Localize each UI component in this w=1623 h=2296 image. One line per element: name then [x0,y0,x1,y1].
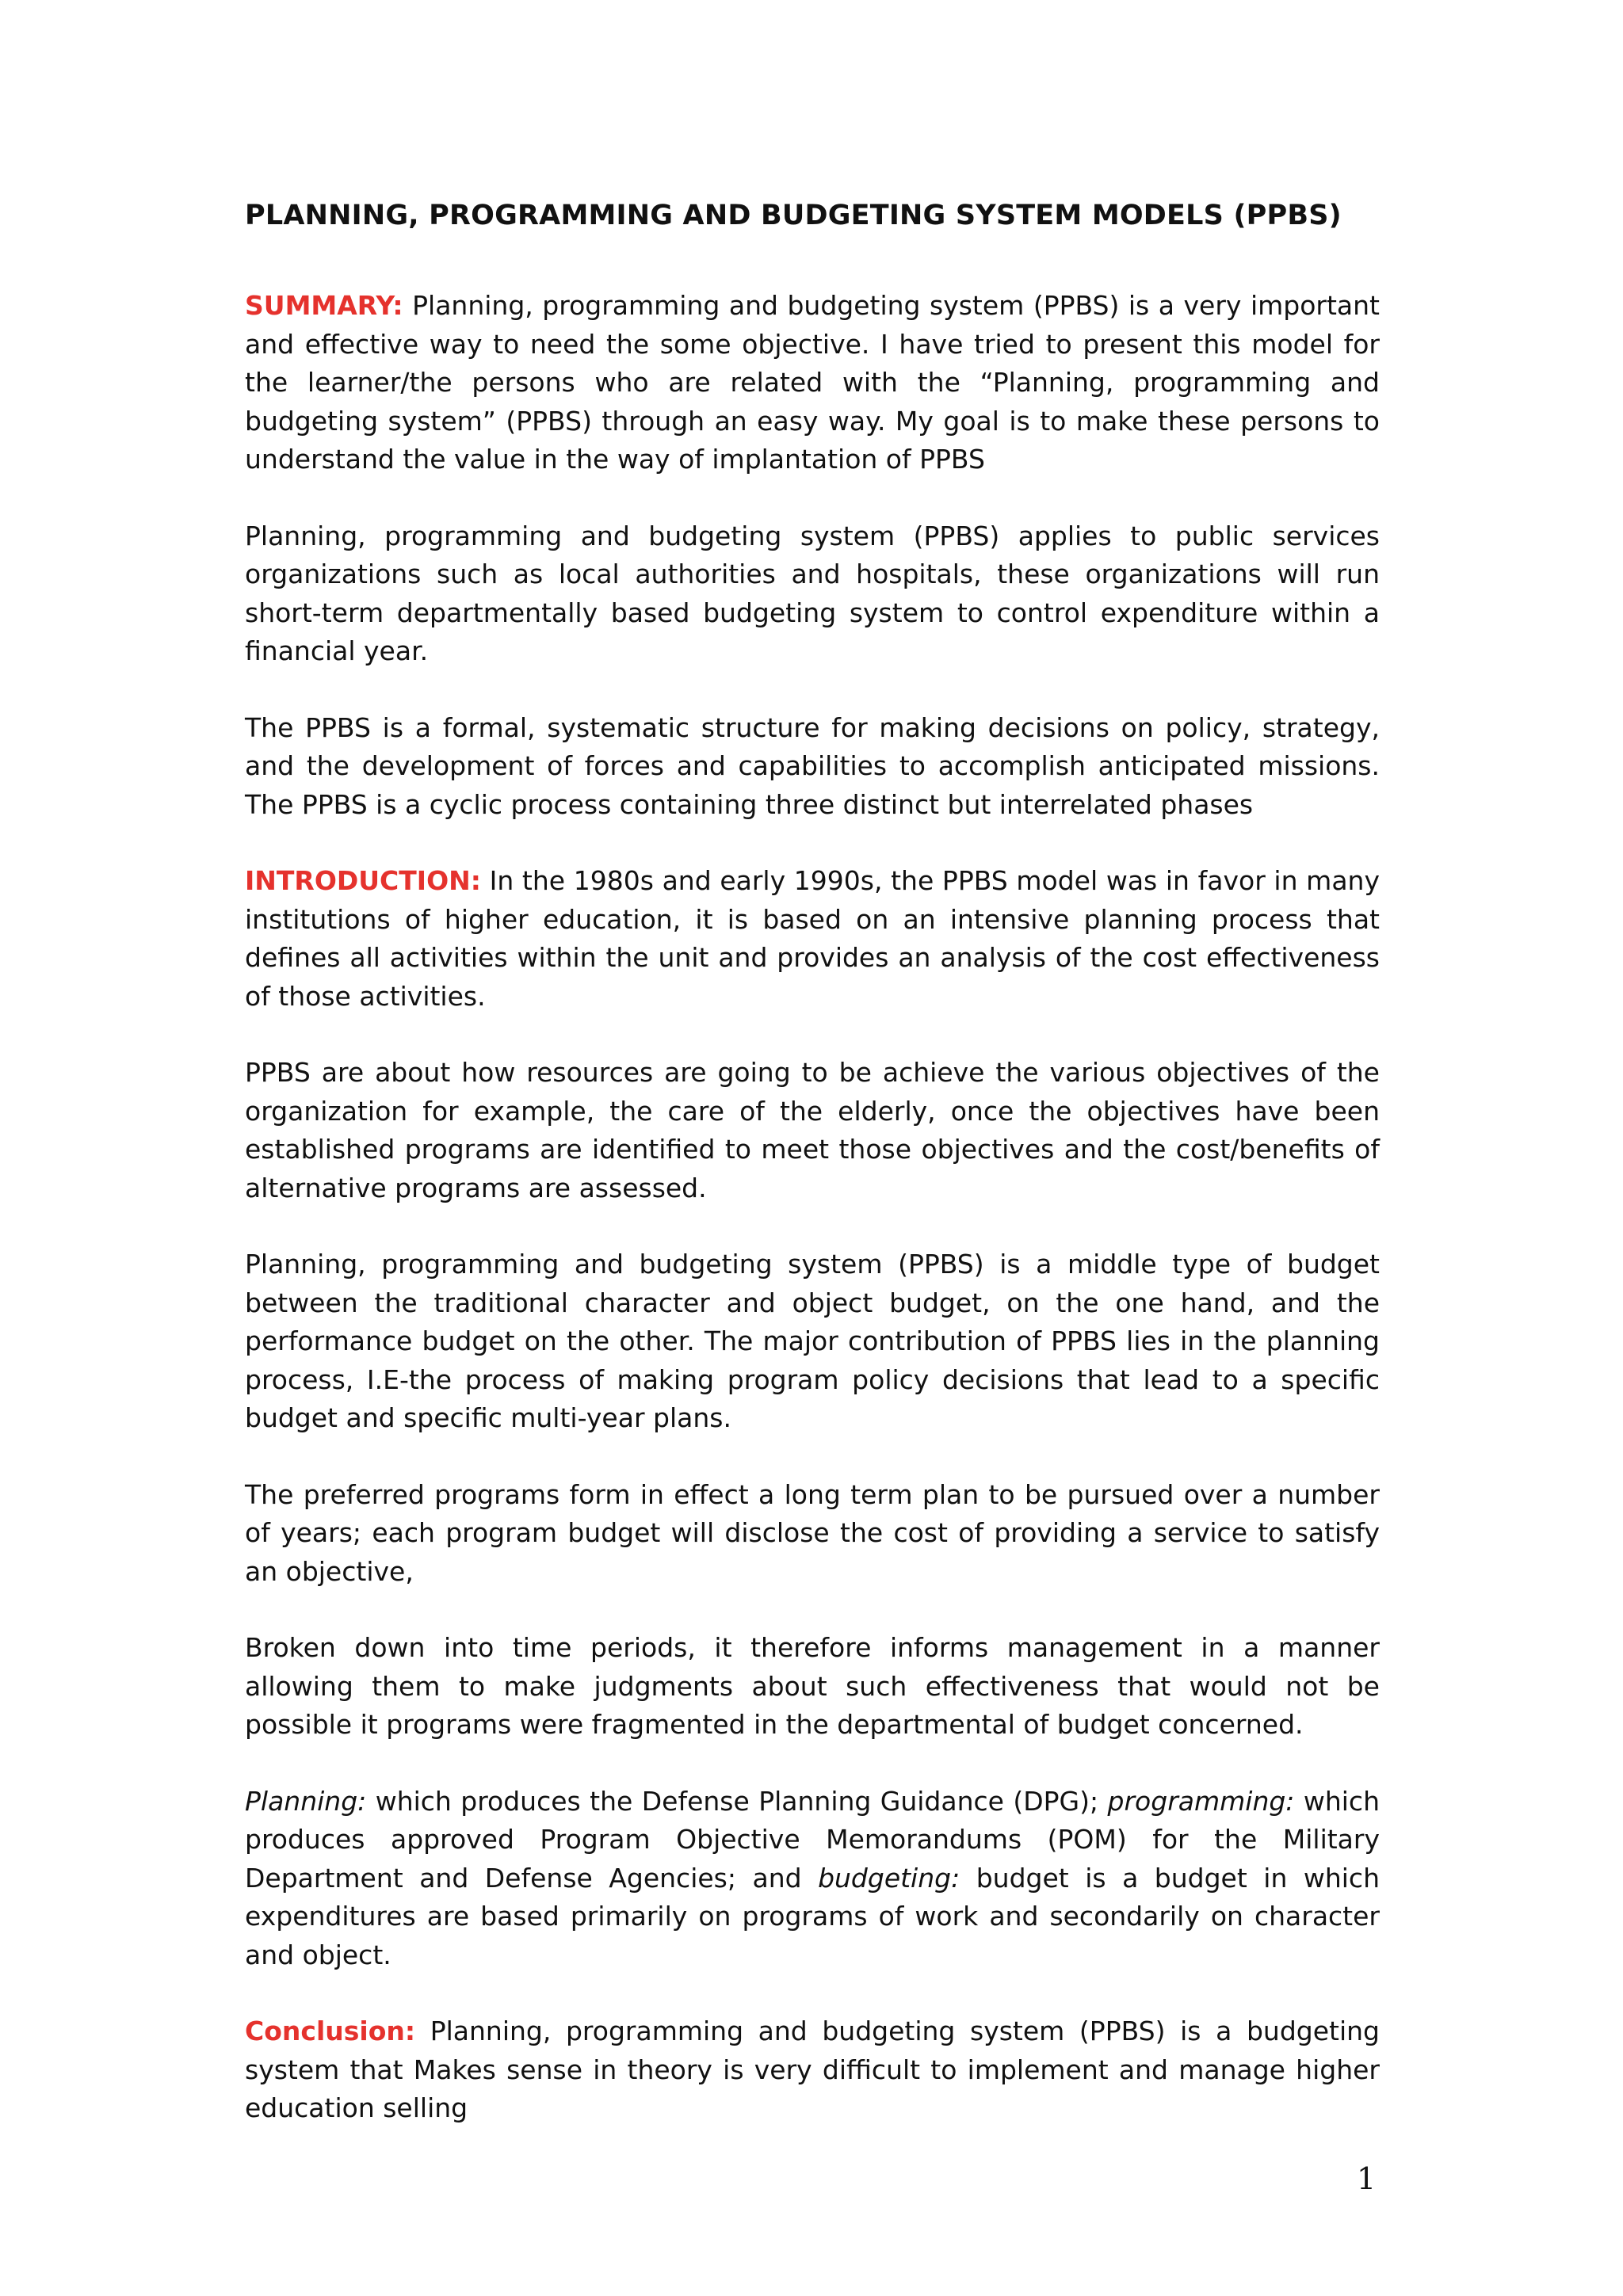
paragraph-public-services: Planning, programming and budgeting system (PPBS) applies to public services organizations such as local authorities and hospitals, these organizations will run short-term departmentally based budgeting system to control expenditure within a financial year. [245,520,1380,666]
budgeting-text: budget is a budget in which expenditures are based primarily on programs of work and secondarily on character and object. [245,1862,1380,1970]
document-title: PLANNING, PROGRAMMING AND BUDGETING SYSTEM MODELS (PPBS) [245,200,1342,231]
introduction-label: INTRODUCTION: [245,865,481,896]
page-number: 1 [1357,2161,1377,2196]
document-body [245,196,1380,2166]
planning-text: which produces the Defense Planning Guidance (DPG); [366,1785,1108,1817]
introduction-paragraph [245,862,1380,1016]
conclusion-paragraph [245,2012,1380,2128]
paragraph-formal-structure: The PPBS is a formal, systematic structure for making decisions on policy, strategy, and the development of forces and capabilities to accomplish anticipated missions. The PPBS is a cyclic process containing three distinct but interrelated phases [245,711,1380,820]
paragraph-resources: PPBS are about how resources are going to be achieve the various objectives of the organization for example, the care of the elderly, once the objectives have been established programs are identified to meet those objectives and the cost/benefits of alternative programs are assessed. [245,1057,1380,1203]
programming-text: which produces approved Program Objective Memorandums (POM) for the Military Department and Defense Agencies; and [245,1785,1380,1894]
summary-label: SUMMARY: [245,290,403,321]
planning-term: Planning: [245,1785,367,1817]
conclusion-label: Conclusion: [245,2016,416,2046]
paragraph-preferred-programs: The preferred programs form in effect a long term plan to be pursued over a number of years; each program budget will disclose the cost of providing a service to satisfy an objective, [245,1478,1380,1587]
phases-paragraph [245,1783,1380,1975]
conclusion-text: Planning, programming and budgeting system (PPBS) is a budgeting system that Makes sense in theory is very difficult to implement and manage higher education selling [245,2016,1380,2123]
summary-paragraph [245,287,1380,479]
introduction-text: In the 1980s and early 1990s, the PPBS model was in favor in many institutions of higher education, it is based on an intensive planning process that defines all activities within the unit and provides an analysis of the cost effectiveness of those activities. [245,865,1380,1012]
programming-term: programming: [1107,1785,1295,1817]
paragraph-time-periods: Broken down into time periods, it therefore informs management in a manner allowing them to make judgments about such effectiveness that would not be possible it programs were fragmented in the departmental of budget concerned. [245,1632,1380,1740]
budgeting-term: budgeting: [818,1862,960,1894]
summary-text: Planning, programming and budgeting system (PPBS) is a very important and effective way to need the some objective. I have tried to present this model for the learner/the persons who are related with the “Planning, programming and budgeting system” (PPBS) through an easy way. My goal is to make these persons to understand the value in the way of implantation of PPBS [245,290,1380,475]
paragraph-middle-type: Planning, programming and budgeting system (PPBS) is a middle type of budget between the traditional character and object budget, on the one hand, and the performance budget on the other. The major contribution of PPBS lies in the planning process, I.E-the process of making program policy decisions that lead to a specific budget and specific multi-year plans. [245,1249,1380,1433]
